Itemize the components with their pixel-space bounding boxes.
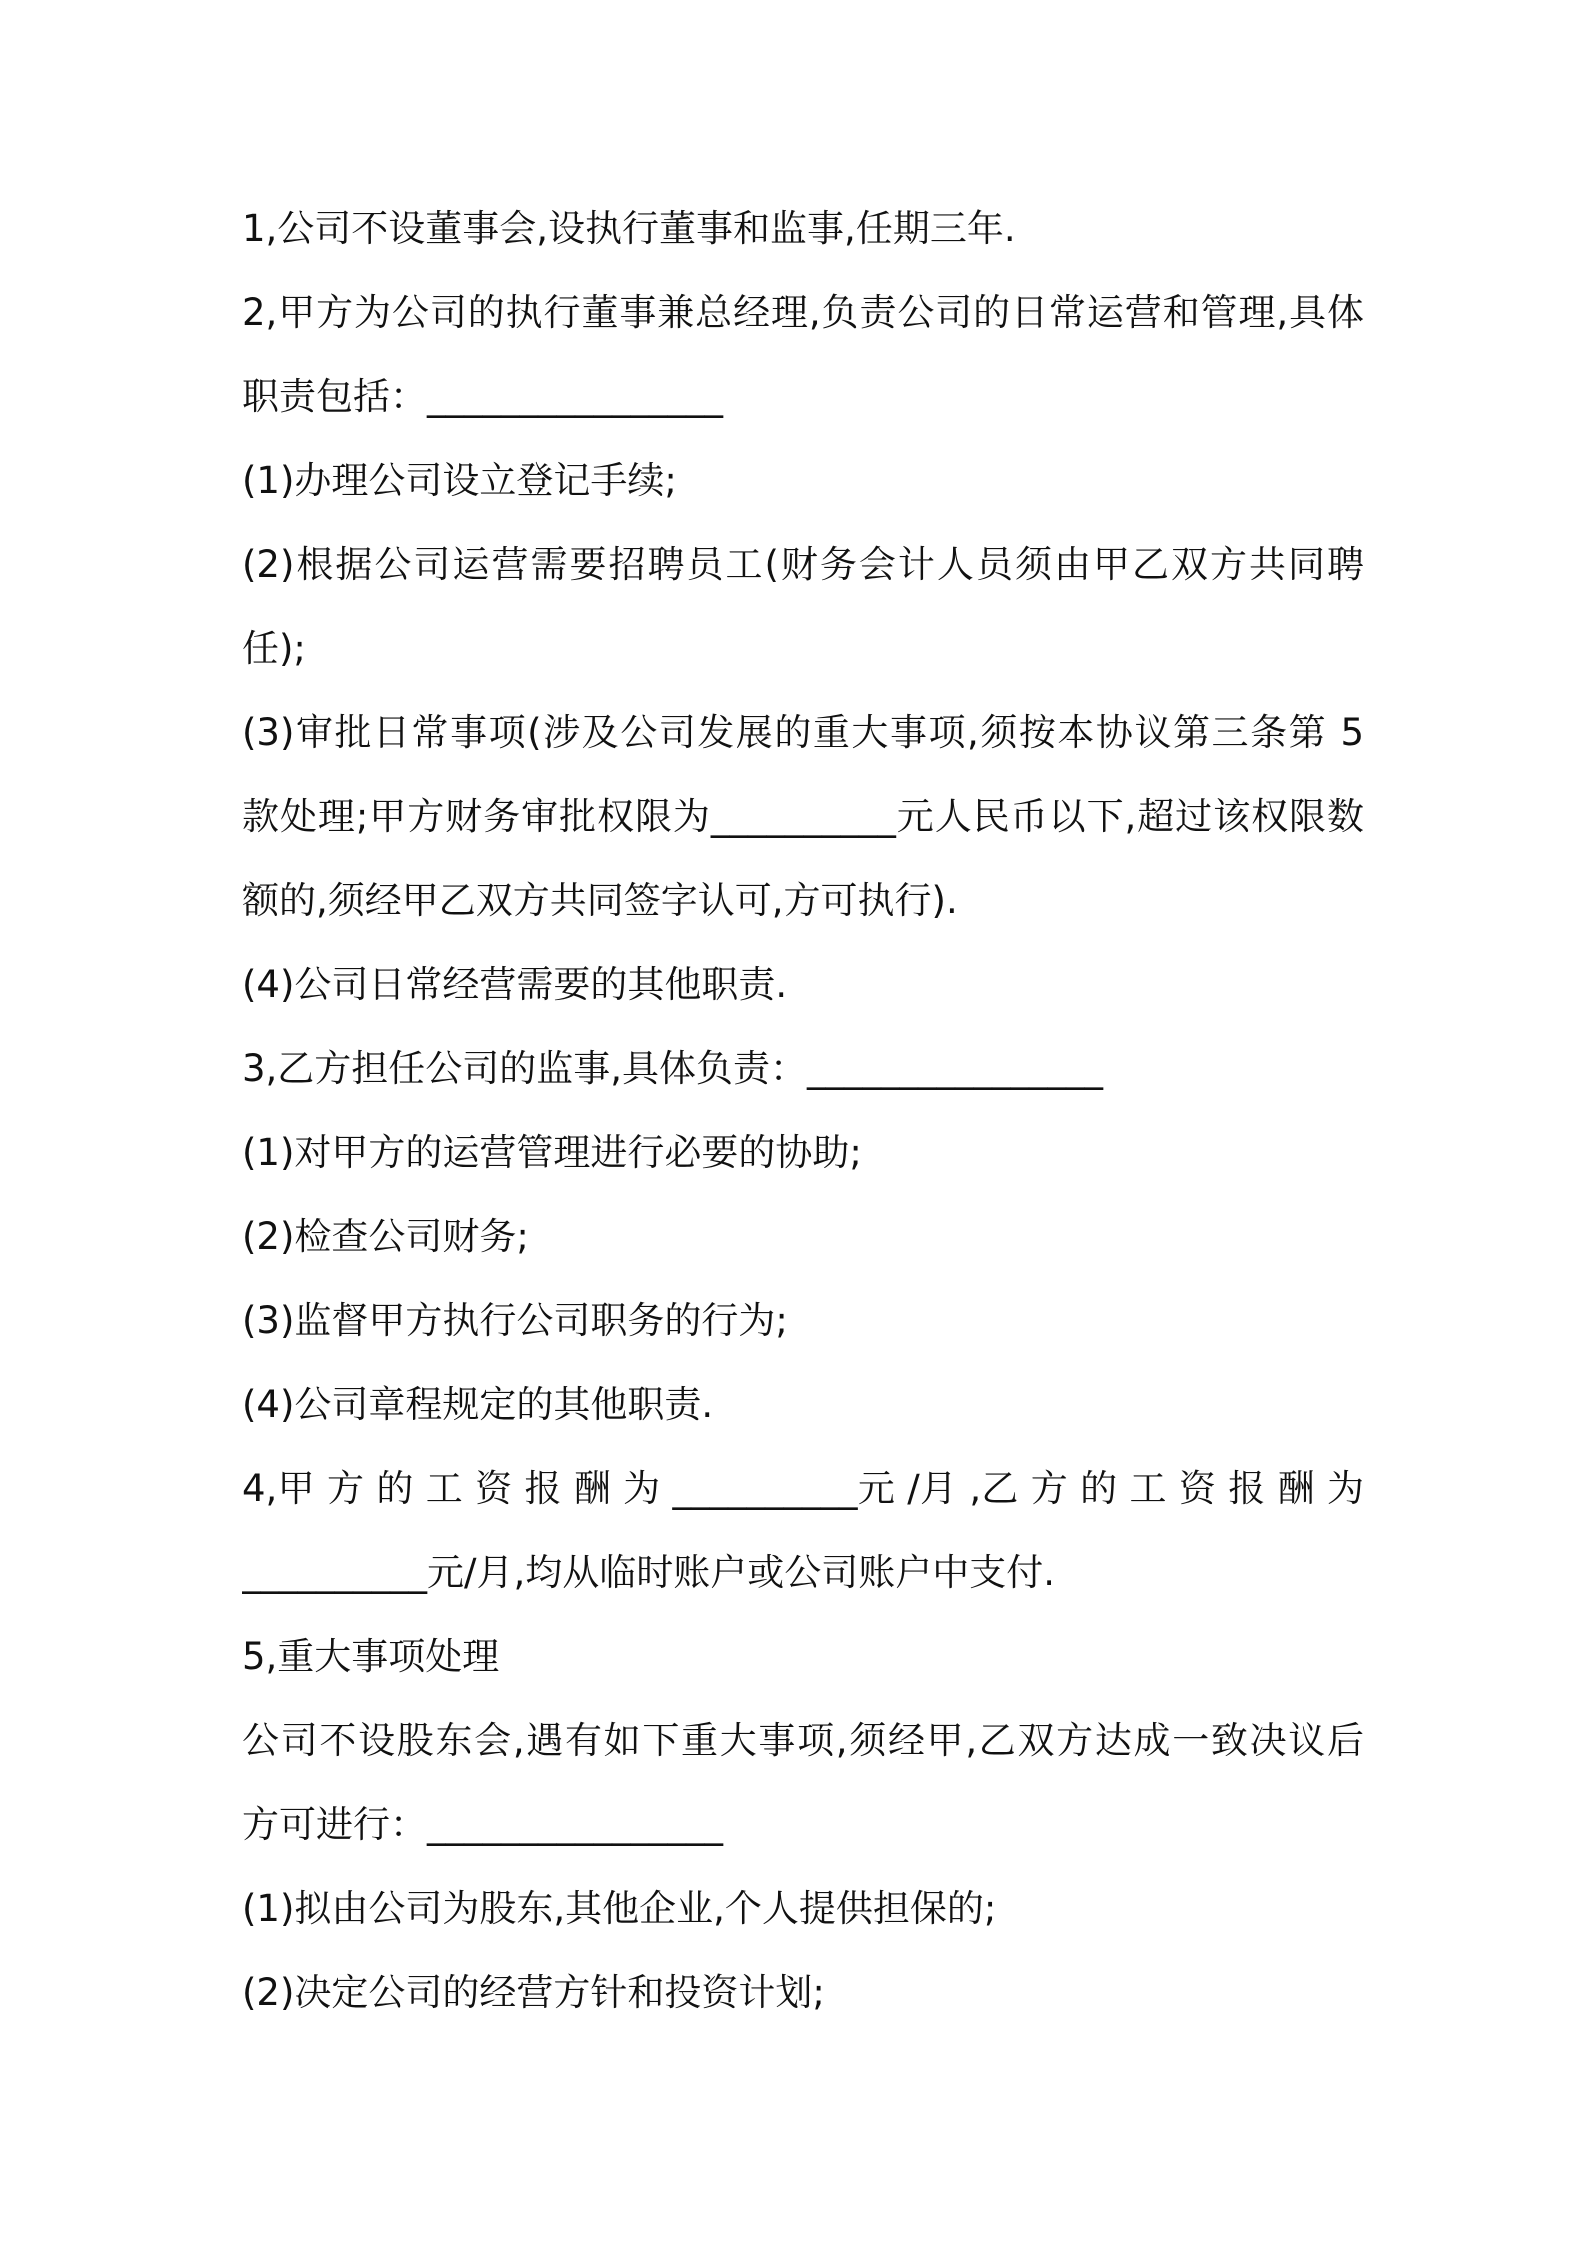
text-line: (4)公司章程规定的其他职责. xyxy=(242,1383,714,1426)
text-line: (1)拟由公司为股东,其他企业,个人提供担保的; xyxy=(242,1887,997,1930)
text-line: 3,乙方担任公司的监事,具体负责：________________ xyxy=(242,1047,1104,1090)
text-line: (3)审批日常事项(涉及公司发展的重大事项,须按本协议第三条第 5 xyxy=(242,711,1364,754)
text-line: (1)办理公司设立登记手续; xyxy=(242,459,677,502)
text-line: 方可进行：________________ xyxy=(242,1803,723,1846)
text-line: __________元/月,均从临时账户或公司账户中支付. xyxy=(242,1551,1055,1594)
text-line: 1,公司不设董事会,设执行董事和监事,任期三年. xyxy=(242,207,1016,250)
text-line: 任); xyxy=(242,627,306,670)
text-line: 职责包括：________________ xyxy=(242,375,723,418)
text-line: (4)公司日常经营需要的其他职责. xyxy=(242,963,788,1006)
text-line: 2,甲方为公司的执行董事兼总经理,负责公司的日常运营和管理,具体 xyxy=(242,291,1364,334)
text-line: (2)根据公司运营需要招聘员工(财务会计人员须由甲乙双方共同聘 xyxy=(242,543,1364,586)
text-line: 5,重大事项处理 xyxy=(242,1635,500,1678)
text-line: 额的,须经甲乙双方共同签字认可,方可执行). xyxy=(242,879,958,922)
text-line: 公司不设股东会,遇有如下重大事项,须经甲,乙双方达成一致决议后 xyxy=(242,1719,1364,1762)
text-line: (2)检查公司财务; xyxy=(242,1215,529,1258)
text-line: (3)监督甲方执行公司职务的行为; xyxy=(242,1299,788,1342)
text-line: (2)决定公司的经营方针和投资计划; xyxy=(242,1971,825,2014)
text-line: 4,甲 方 的 工 资 报 酬 为 __________元 /月 ,乙 方 的 工 资 报 酬 为 xyxy=(242,1467,1364,1510)
text-line: (1)对甲方的运营管理进行必要的协助; xyxy=(242,1131,862,1174)
text-line: 款处理;甲方财务审批权限为__________元人民币以下,超过该权限数 xyxy=(242,795,1364,838)
